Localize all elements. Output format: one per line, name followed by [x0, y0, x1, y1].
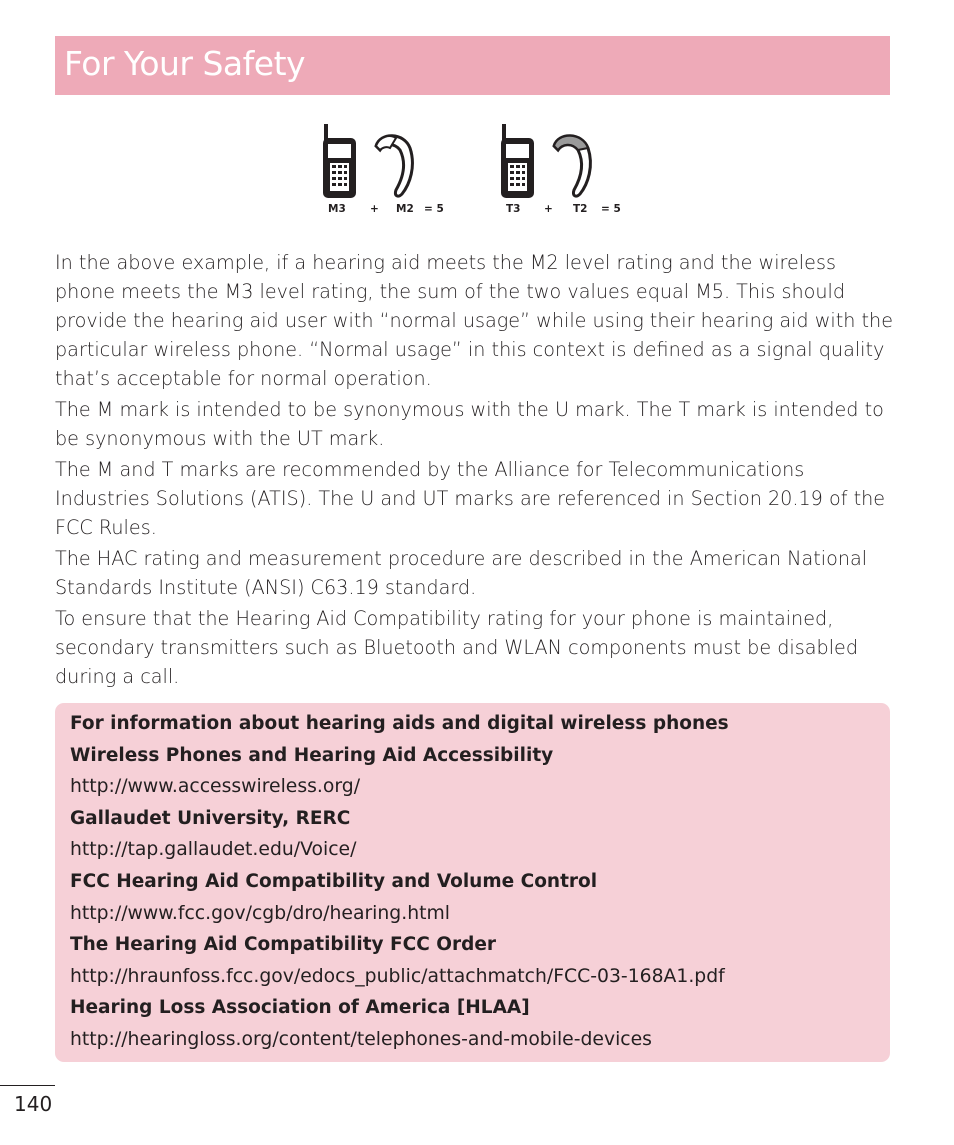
resource-name: The Hearing Aid Compatibility FCC Order — [70, 934, 497, 956]
plus-sign: + — [544, 203, 553, 215]
paragraph: The M mark is intended to be synonymous with the U mark. The T mark is intended to be synonymous with the UT mark. — [55, 398, 884, 450]
paragraph: In the above example, if a hearing aid meets the M2 level rating and the wireless phone meets the M3 level rating, the sum of the two values equal M5. This should provide the hearing aid user with “normal usage” while using their hearing aid with the particular wireless phone. “Normal usage” in this context is defined as a signal quality that’s acceptable for normal operation. — [55, 251, 894, 390]
rating-label-m2: M2 — [396, 203, 414, 215]
hearing-aid-icon — [554, 136, 590, 196]
section-header — [55, 36, 890, 95]
resource-name: FCC Hearing Aid Compatibility and Volume Control — [70, 870, 598, 892]
resource-link[interactable]: http://www.fcc.gov/cgb/dro/hearing.html — [70, 902, 450, 924]
hac-rating-figure — [318, 118, 638, 223]
paragraph: The HAC rating and measurement procedure are described in the American National Standards Institute (ANSI) C63.19 standard. — [55, 547, 868, 599]
paragraph: To ensure that the Hearing Aid Compatibility rating for your phone is maintained, secondary transmitters such as Bluetooth and WLAN components must be disabled during a call. — [55, 607, 859, 688]
rating-sum: = 5 — [424, 203, 444, 215]
info-box — [55, 703, 890, 1062]
page-number: 140 — [14, 1092, 53, 1116]
resource-name: Hearing Loss Association of America [HLAA] — [70, 997, 530, 1019]
resource-link[interactable]: http://hearingloss.org/content/telephones-and-mobile-devices — [70, 1028, 652, 1050]
hearing-aid-icon — [376, 136, 412, 196]
resource-link[interactable]: http://hraunfoss.fcc.gov/edocs_public/attachmatch/FCC-03-168A1.pdf — [70, 965, 725, 987]
phone-icon — [323, 124, 356, 198]
resource-link[interactable]: http://www.accesswireless.org/ — [70, 776, 361, 798]
resource-name: Gallaudet University, RERC — [70, 807, 351, 829]
body-text — [55, 248, 895, 693]
info-heading: For information about hearing aids and digital wireless phones — [70, 713, 729, 734]
hac-illustration — [318, 118, 638, 203]
footer-divider — [0, 1085, 55, 1086]
rating-label-t3: T3 — [506, 203, 521, 215]
paragraph: The M and T marks are recommended by the Alliance for Telecommunications Industries Solutions (ATIS). The U and UT marks are referenced in Section 20.19 of the FCC Rules. — [55, 458, 886, 539]
rating-label-t2: T2 — [573, 203, 588, 215]
plus-sign: + — [370, 203, 379, 215]
resource-link[interactable]: http://tap.gallaudet.edu/Voice/ — [70, 839, 357, 861]
rating-sum: = 5 — [601, 203, 621, 215]
phone-icon — [501, 124, 534, 198]
rating-label-m3: M3 — [328, 203, 346, 215]
resource-name: Wireless Phones and Hearing Aid Accessibility — [70, 744, 554, 766]
section-title: For Your Safety — [64, 44, 306, 83]
